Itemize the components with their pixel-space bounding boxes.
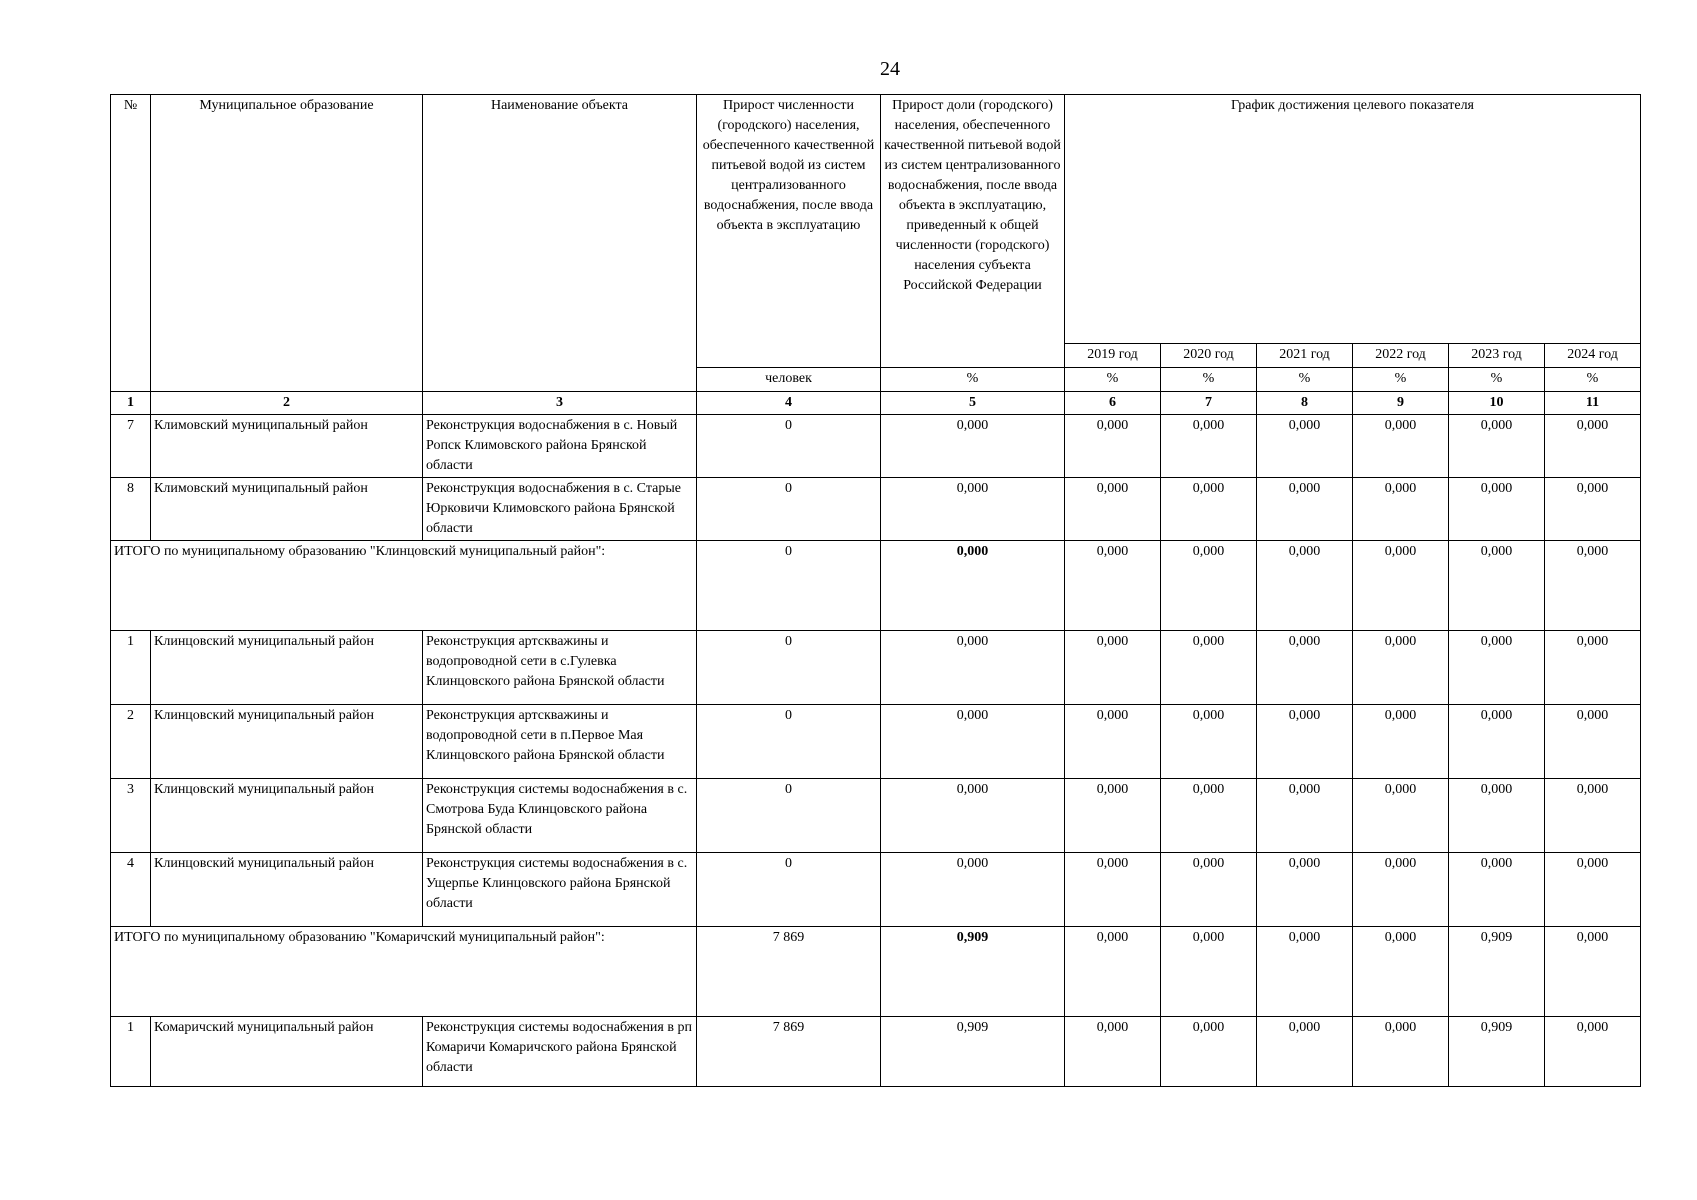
year-2022-cell: 0,000 [1353, 478, 1449, 541]
year-2023-cell: 0,000 [1449, 705, 1545, 779]
year-2022-cell: 0,000 [1353, 631, 1449, 705]
year-2019-cell: 0,000 [1065, 1017, 1161, 1087]
year-2024-cell: 0,000 [1545, 705, 1641, 779]
year-2021-cell: 0,000 [1257, 541, 1353, 631]
header-population-growth: Прирост численности (городского) населения, обеспеченного качественной питьевой водой из систем централизованного водоснабжения, после ввода объекта в эксплуатацию [697, 95, 881, 368]
municipality-cell: Комаричский муниципальный район [151, 1017, 423, 1087]
header-object-name: Наименование объекта [423, 95, 697, 392]
column-index: 6 [1065, 392, 1161, 415]
header-year-2019: 2019 год [1065, 344, 1161, 368]
total-label: ИТОГО по муниципальному образованию "Клинцовский муниципальный район": [111, 541, 697, 631]
year-2019-cell: 0,000 [1065, 853, 1161, 927]
header-year-2024: 2024 год [1545, 344, 1641, 368]
unit-people: человек [697, 368, 881, 392]
year-2023-cell: 0,000 [1449, 853, 1545, 927]
year-2024-cell: 0,000 [1545, 927, 1641, 1017]
year-2023-cell: 0,000 [1449, 631, 1545, 705]
municipality-cell: Клинцовский муниципальный район [151, 779, 423, 853]
population-growth-cell: 0 [697, 779, 881, 853]
year-2019-cell: 0,000 [1065, 478, 1161, 541]
year-2020-cell: 0,000 [1161, 927, 1257, 1017]
column-index: 1 [111, 392, 151, 415]
column-index: 10 [1449, 392, 1545, 415]
unit-year-percent: % [1257, 368, 1353, 392]
year-2023-cell: 0,000 [1449, 415, 1545, 478]
year-2021-cell: 0,000 [1257, 853, 1353, 927]
row-number: 1 [111, 1017, 151, 1087]
header-no: № [111, 95, 151, 392]
year-2021-cell: 0,000 [1257, 927, 1353, 1017]
population-growth-cell: 0 [697, 541, 881, 631]
population-growth-cell: 0 [697, 478, 881, 541]
year-2021-cell: 0,000 [1257, 631, 1353, 705]
unit-year-percent: % [1353, 368, 1449, 392]
year-2022-cell: 0,000 [1353, 415, 1449, 478]
table-body [111, 415, 1641, 1087]
object-name-cell: Реконструкция артскважины и водопроводной сети в с.Гулевка Клинцовского района Брянской области [423, 631, 697, 705]
total-label: ИТОГО по муниципальному образованию "Комаричский муниципальный район": [111, 927, 697, 1017]
header-year-2023: 2023 год [1449, 344, 1545, 368]
unit-year-percent: % [1449, 368, 1545, 392]
table-row [111, 631, 1641, 705]
municipality-cell: Климовский муниципальный район [151, 478, 423, 541]
share-growth-cell: 0,000 [881, 415, 1065, 478]
year-2020-cell: 0,000 [1161, 541, 1257, 631]
row-number: 2 [111, 705, 151, 779]
column-index: 2 [151, 392, 423, 415]
object-name-cell: Реконструкция системы водоснабжения в с. Ущерпье Клинцовского района Брянской области [423, 853, 697, 927]
header-year-2021: 2021 год [1257, 344, 1353, 368]
share-growth-cell: 0,000 [881, 478, 1065, 541]
year-2022-cell: 0,000 [1353, 853, 1449, 927]
year-2023-cell: 0,000 [1449, 779, 1545, 853]
table-row [111, 478, 1641, 541]
year-2021-cell: 0,000 [1257, 415, 1353, 478]
year-2021-cell: 0,000 [1257, 478, 1353, 541]
table-header [111, 95, 1641, 415]
year-2024-cell: 0,000 [1545, 415, 1641, 478]
object-name-cell: Реконструкция системы водоснабжения в с. Смотрова Буда Клинцовского района Брянской области [423, 779, 697, 853]
share-growth-cell: 0,000 [881, 853, 1065, 927]
population-growth-cell: 0 [697, 415, 881, 478]
table-row [111, 705, 1641, 779]
year-2020-cell: 0,000 [1161, 478, 1257, 541]
year-2020-cell: 0,000 [1161, 631, 1257, 705]
indicator-table [110, 94, 1641, 1087]
total-row [111, 927, 1641, 1017]
share-growth-cell: 0,000 [881, 779, 1065, 853]
year-2020-cell: 0,000 [1161, 705, 1257, 779]
year-2020-cell: 0,000 [1161, 853, 1257, 927]
year-2022-cell: 0,000 [1353, 705, 1449, 779]
row-number: 8 [111, 478, 151, 541]
year-2019-cell: 0,000 [1065, 705, 1161, 779]
year-2024-cell: 0,000 [1545, 478, 1641, 541]
population-growth-cell: 0 [697, 631, 881, 705]
year-2023-cell: 0,909 [1449, 1017, 1545, 1087]
population-growth-cell: 0 [697, 853, 881, 927]
year-2022-cell: 0,000 [1353, 1017, 1449, 1087]
year-2019-cell: 0,000 [1065, 415, 1161, 478]
header-year-2020: 2020 год [1161, 344, 1257, 368]
row-number: 7 [111, 415, 151, 478]
year-2020-cell: 0,000 [1161, 415, 1257, 478]
unit-percent: % [881, 368, 1065, 392]
column-index: 4 [697, 392, 881, 415]
unit-year-percent: % [1161, 368, 1257, 392]
municipality-cell: Климовский муниципальный район [151, 415, 423, 478]
year-2019-cell: 0,000 [1065, 779, 1161, 853]
year-2021-cell: 0,000 [1257, 779, 1353, 853]
column-index: 11 [1545, 392, 1641, 415]
year-2021-cell: 0,000 [1257, 705, 1353, 779]
year-2021-cell: 0,000 [1257, 1017, 1353, 1087]
share-growth-cell: 0,909 [881, 927, 1065, 1017]
year-2024-cell: 0,000 [1545, 1017, 1641, 1087]
year-2020-cell: 0,000 [1161, 1017, 1257, 1087]
unit-year-percent: % [1065, 368, 1161, 392]
population-growth-cell: 0 [697, 705, 881, 779]
year-2019-cell: 0,000 [1065, 631, 1161, 705]
year-2022-cell: 0,000 [1353, 779, 1449, 853]
year-2023-cell: 0,000 [1449, 478, 1545, 541]
object-name-cell: Реконструкция водоснабжения в с. Новый Ропск Климовского района Брянской области [423, 415, 697, 478]
population-growth-cell: 7 869 [697, 1017, 881, 1087]
object-name-cell: Реконструкция водоснабжения в с. Старые Юрковичи Климовского района Брянской области [423, 478, 697, 541]
header-municipality: Муниципальное образование [151, 95, 423, 392]
table-row [111, 1017, 1641, 1087]
share-growth-cell: 0,000 [881, 631, 1065, 705]
column-index: 7 [1161, 392, 1257, 415]
header-year-2022: 2022 год [1353, 344, 1449, 368]
object-name-cell: Реконструкция артскважины и водопроводной сети в п.Первое Мая Клинцовского района Брянской области [423, 705, 697, 779]
indicator-table-container [110, 94, 1640, 1087]
row-number: 4 [111, 853, 151, 927]
column-index: 9 [1353, 392, 1449, 415]
header-share-growth: Прирост доли (городского) населения, обеспеченного качественной питьевой водой из систем централизованного водоснабжения, после ввода объекта в эксплуатацию, приведенный к общей численности (городского) населения субъекта Российской Федерации [881, 95, 1065, 368]
table-row [111, 779, 1641, 853]
year-2024-cell: 0,000 [1545, 853, 1641, 927]
year-2023-cell: 0,909 [1449, 927, 1545, 1017]
share-growth-cell: 0,000 [881, 541, 1065, 631]
share-growth-cell: 0,000 [881, 705, 1065, 779]
total-row [111, 541, 1641, 631]
column-index: 5 [881, 392, 1065, 415]
column-index: 3 [423, 392, 697, 415]
year-2022-cell: 0,000 [1353, 541, 1449, 631]
share-growth-cell: 0,909 [881, 1017, 1065, 1087]
year-2019-cell: 0,000 [1065, 541, 1161, 631]
year-2023-cell: 0,000 [1449, 541, 1545, 631]
page-number: 24 [880, 58, 900, 80]
unit-year-percent: % [1545, 368, 1641, 392]
table-row [111, 853, 1641, 927]
row-number: 3 [111, 779, 151, 853]
row-number: 1 [111, 631, 151, 705]
year-2024-cell: 0,000 [1545, 541, 1641, 631]
municipality-cell: Клинцовский муниципальный район [151, 705, 423, 779]
population-growth-cell: 7 869 [697, 927, 881, 1017]
year-2024-cell: 0,000 [1545, 779, 1641, 853]
municipality-cell: Клинцовский муниципальный район [151, 631, 423, 705]
column-index: 8 [1257, 392, 1353, 415]
object-name-cell: Реконструкция системы водоснабжения в рп Комаричи Комаричского района Брянской области [423, 1017, 697, 1087]
table-row [111, 415, 1641, 478]
year-2022-cell: 0,000 [1353, 927, 1449, 1017]
header-schedule: График достижения целевого показателя [1065, 95, 1641, 344]
year-2020-cell: 0,000 [1161, 779, 1257, 853]
year-2019-cell: 0,000 [1065, 927, 1161, 1017]
municipality-cell: Клинцовский муниципальный район [151, 853, 423, 927]
year-2024-cell: 0,000 [1545, 631, 1641, 705]
